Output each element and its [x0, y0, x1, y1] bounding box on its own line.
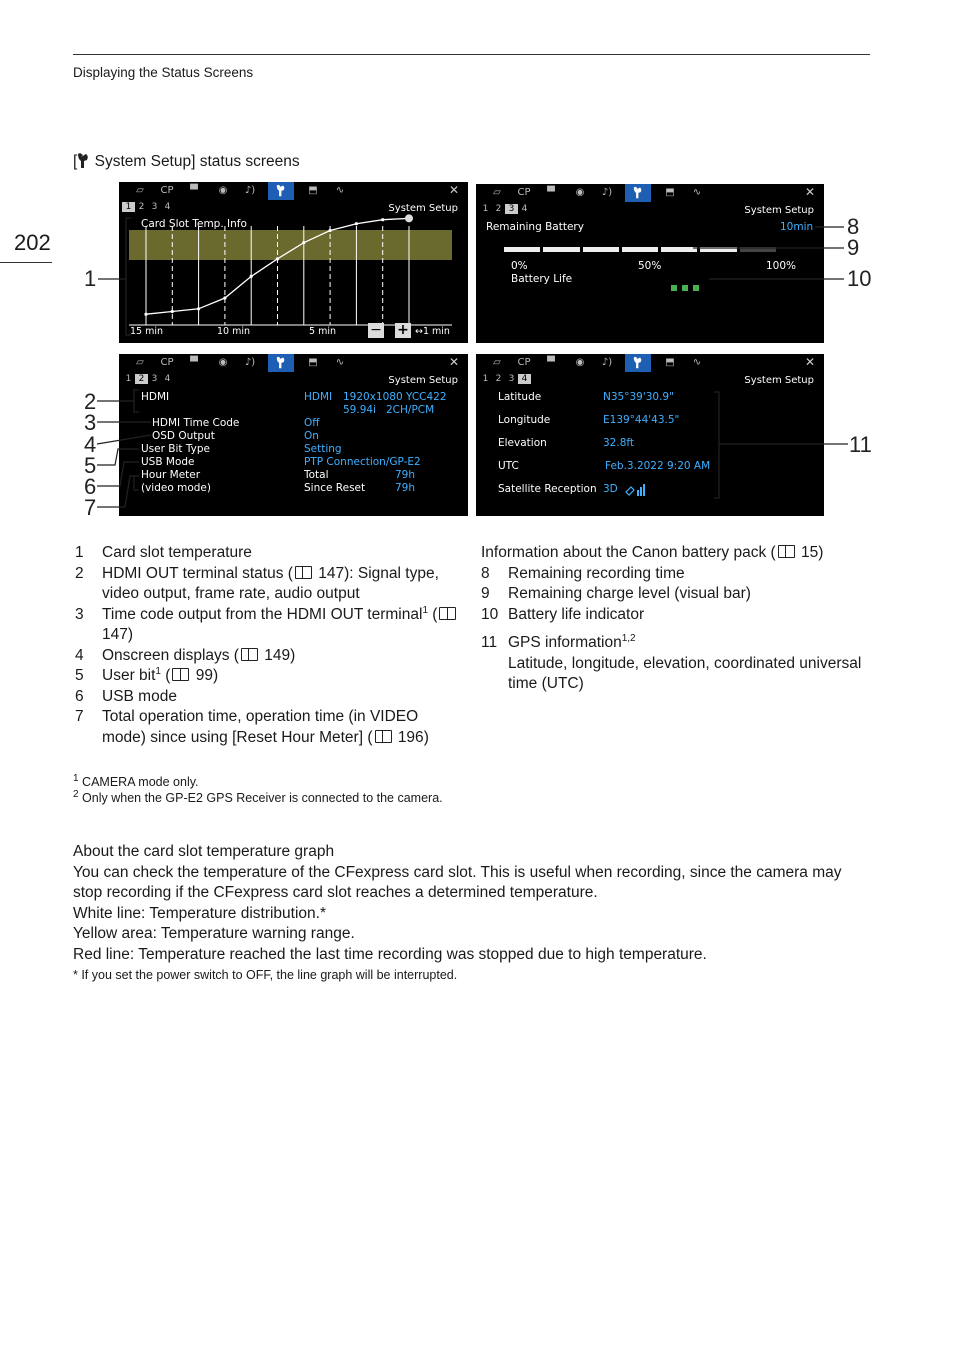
hour-meter-total-value: 79h: [395, 469, 416, 481]
hdmi-value-2: 1920x1080 YCC422: [343, 391, 447, 403]
left-description-list: [75, 543, 460, 748]
callout-2: 2: [84, 389, 97, 414]
tab-4[interactable]: ♪): [601, 357, 613, 368]
axis-label-10: 10 min: [217, 326, 251, 337]
tab-1[interactable]: CP: [160, 185, 174, 196]
system-setup-label: System Setup: [744, 205, 814, 216]
osd-output-label: OSD Output: [152, 430, 215, 442]
tab-0[interactable]: ▱: [136, 357, 144, 368]
about-white-line: White line: Temperature distribution.*: [73, 904, 327, 922]
latitude-value: N35°39'30.9": [603, 391, 674, 403]
gps-description: Latitude, longitude, elevation, coordinated universal time (UTC): [508, 654, 862, 692]
tab-0[interactable]: ▱: [493, 187, 501, 198]
about-note: * If you set the power switch to OFF, the line graph will be interrupted.: [73, 968, 458, 982]
page-number-4[interactable]: 4: [518, 374, 531, 384]
tab-1[interactable]: CP: [517, 187, 531, 198]
callout-11: 11: [849, 432, 872, 457]
axis-label-5: 5 min: [309, 326, 336, 337]
page-number-2[interactable]: 2: [138, 202, 145, 212]
list-item: 10 Battery life indicator: [481, 605, 645, 623]
page-number-3[interactable]: 3: [505, 204, 518, 214]
about-section: [73, 842, 873, 986]
longitude-label: Longitude: [498, 414, 551, 426]
tab-6[interactable]: ⬒: [308, 185, 318, 196]
page-number-1[interactable]: 1: [482, 374, 489, 384]
book-icon: [172, 668, 189, 681]
list-item: 7 Total operation time, operation time (in VIDEO mode) since using [Reset Hour Meter] ( 196): [75, 708, 429, 746]
book-icon: [439, 607, 456, 620]
tab-1[interactable]: CP: [517, 357, 531, 368]
tab-4[interactable]: ♪): [601, 187, 613, 198]
zoom-in-button[interactable]: +: [395, 323, 411, 338]
close-icon[interactable]: ✕: [804, 185, 815, 199]
hdmi-time-code-value: Off: [304, 417, 320, 429]
page-number-3[interactable]: 3: [151, 374, 158, 384]
user-bit-type-value: Setting: [304, 443, 342, 455]
elevation-label: Elevation: [498, 437, 547, 449]
page-number-2[interactable]: 2: [495, 374, 502, 384]
book-icon: [295, 566, 312, 579]
utc-value: Feb.3.2022 9:20 AM: [605, 460, 711, 472]
about-paragraph: You can check the temperature of the CFexpress card slot. This is useful when recording, since the camera may stop recording if the CFexpress card slot reaches a determined temperature.: [73, 863, 842, 901]
callout-6: 6: [84, 474, 97, 499]
system-setup-label: System Setup: [744, 375, 814, 386]
about-yellow-area: Yellow area: Temperature warning range.: [73, 925, 355, 942]
remaining-time-value: 10min: [780, 221, 814, 233]
hour-meter-video-mode: (video mode): [141, 482, 211, 494]
page-number-2[interactable]: 2: [135, 374, 148, 384]
time-range-label: ↔1 min: [415, 326, 450, 337]
satellite-reception-label: Satellite Reception: [498, 483, 597, 495]
page-number: 202: [14, 230, 51, 255]
callout-4: 4: [84, 432, 97, 457]
page-number-3[interactable]: 3: [151, 202, 158, 212]
charge-100-label: 100%: [766, 260, 797, 272]
tab-7[interactable]: ∿: [692, 187, 702, 198]
callout-9: 9: [847, 235, 860, 260]
list-item: 5 User bit$^1$ ( 99): [75, 665, 219, 684]
tab-7[interactable]: ∿: [335, 357, 345, 368]
elevation-value: 32.8ft: [603, 437, 635, 449]
book-icon: [241, 648, 258, 661]
tab-2[interactable]: ▀: [190, 185, 198, 196]
user-bit-type-label: User Bit Type: [141, 443, 210, 455]
tab-6[interactable]: ⬒: [665, 357, 675, 368]
card-slot-temp-title: Card Slot Temp. Info: [141, 218, 247, 230]
axis-label-15: 15 min: [130, 326, 164, 337]
footnote-2: $^2$ Only when the GP-E2 GPS Receiver is connected to the camera.: [73, 788, 443, 805]
system-setup-label: System Setup: [388, 375, 458, 386]
battery-info-intro: Information about the Canon battery pack ( 15): [481, 544, 824, 561]
usb-mode-value: PTP Connection/GP-E2: [304, 456, 421, 468]
close-icon[interactable]: ✕: [804, 355, 815, 369]
usb-mode-label: USB Mode: [141, 456, 195, 468]
page-number-1[interactable]: 1: [125, 374, 132, 384]
hdmi-value-1: HDMI: [304, 391, 333, 403]
hdmi-label: HDMI: [141, 391, 170, 403]
close-icon[interactable]: ✕: [448, 355, 459, 369]
page-number-2[interactable]: 2: [495, 204, 502, 214]
right-description-list: [481, 543, 871, 695]
tab-2[interactable]: ▀: [190, 357, 198, 368]
list-item: 4 Onscreen displays ( 149): [75, 646, 296, 664]
latitude-label: Latitude: [498, 391, 542, 403]
page-number-4[interactable]: 4: [164, 374, 171, 384]
hour-meter-since-value: 79h: [395, 482, 416, 494]
list-item: 9 Remaining charge level (visual bar): [481, 585, 751, 602]
list-item: 8 Remaining recording time: [481, 564, 685, 582]
hdmi-value-4: 2CH/PCM: [386, 404, 435, 416]
page-number-3[interactable]: 3: [508, 374, 515, 384]
tab-1[interactable]: CP: [160, 357, 174, 368]
list-item: 6 USB mode: [75, 687, 177, 705]
charge-50-label: 50%: [638, 260, 662, 272]
hour-meter-label: Hour Meter: [141, 469, 201, 481]
page-number-4[interactable]: 4: [164, 202, 171, 212]
list-item: 1 Card slot temperature: [75, 544, 252, 561]
callout-10: 10: [847, 266, 872, 291]
tab-3[interactable]: ◉: [218, 357, 228, 368]
book-icon: [778, 545, 795, 558]
battery-life-label: Battery Life: [511, 273, 573, 285]
utc-label: UTC: [498, 460, 519, 472]
callout-8: 8: [847, 214, 860, 239]
list-item: 11 GPS information$^{1,2}$: [481, 632, 636, 651]
list-item: 2 HDMI OUT terminal status ( 147): Signal type, video output, frame rate, audio output: [75, 564, 439, 602]
figure-title-bracket: [: [73, 153, 78, 170]
close-icon[interactable]: ✕: [448, 183, 459, 197]
satellite-reception-value: 3D: [603, 483, 618, 495]
tab-3[interactable]: ◉: [218, 185, 228, 196]
about-heading: About the card slot temperature graph: [73, 843, 335, 860]
tab-4[interactable]: ♪): [244, 185, 256, 196]
tab-7[interactable]: ∿: [335, 185, 345, 196]
book-icon: [375, 730, 392, 743]
hdmi-value-3: 59.94i: [343, 404, 376, 416]
tab-6[interactable]: ⬒: [308, 357, 318, 368]
tab-7[interactable]: ∿: [692, 357, 702, 368]
figure-title-text: System Setup] status screens: [90, 153, 300, 170]
callout-lines: [0, 0, 954, 560]
remaining-battery-label: Remaining Battery: [486, 221, 584, 233]
tab-2[interactable]: ▀: [547, 357, 555, 368]
tab-0[interactable]: ▱: [136, 185, 144, 196]
tab-3[interactable]: ◉: [575, 187, 585, 198]
footnote-1: $^1$ CAMERA mode only.: [73, 772, 199, 789]
osd-output-value: On: [304, 430, 319, 442]
callout-7: 7: [84, 495, 97, 520]
page-number-1[interactable]: 1: [122, 202, 135, 212]
charge-0-label: 0%: [511, 260, 528, 272]
about-red-line: Red line: Temperature reached the last time recording was stopped due to high temperature.: [73, 945, 707, 963]
section-header: Displaying the Status Screens: [73, 65, 254, 80]
callout-3: 3: [84, 410, 97, 435]
tab-2[interactable]: ▀: [547, 187, 555, 198]
zoom-out-button[interactable]: −: [368, 323, 384, 338]
tab-6[interactable]: ⬒: [665, 187, 675, 198]
list-item: 3 Time code output from the HDMI OUT terminal$^1$ ( 147): [75, 605, 460, 646]
tab-4[interactable]: ♪): [244, 357, 256, 368]
page-number-1[interactable]: 1: [482, 204, 489, 214]
callout-1: 1: [84, 266, 97, 291]
callout-5: 5: [84, 453, 97, 478]
hdmi-time-code-label: HDMI Time Code: [152, 417, 240, 429]
tab-0[interactable]: ▱: [493, 357, 501, 368]
hour-meter-since-label: Since Reset: [304, 482, 366, 494]
hour-meter-total-label: Total: [304, 469, 329, 481]
longitude-value: E139°44'43.5": [603, 414, 680, 426]
tab-3[interactable]: ◉: [575, 357, 585, 368]
page-number-4[interactable]: 4: [521, 204, 528, 214]
system-setup-label: System Setup: [388, 203, 458, 214]
